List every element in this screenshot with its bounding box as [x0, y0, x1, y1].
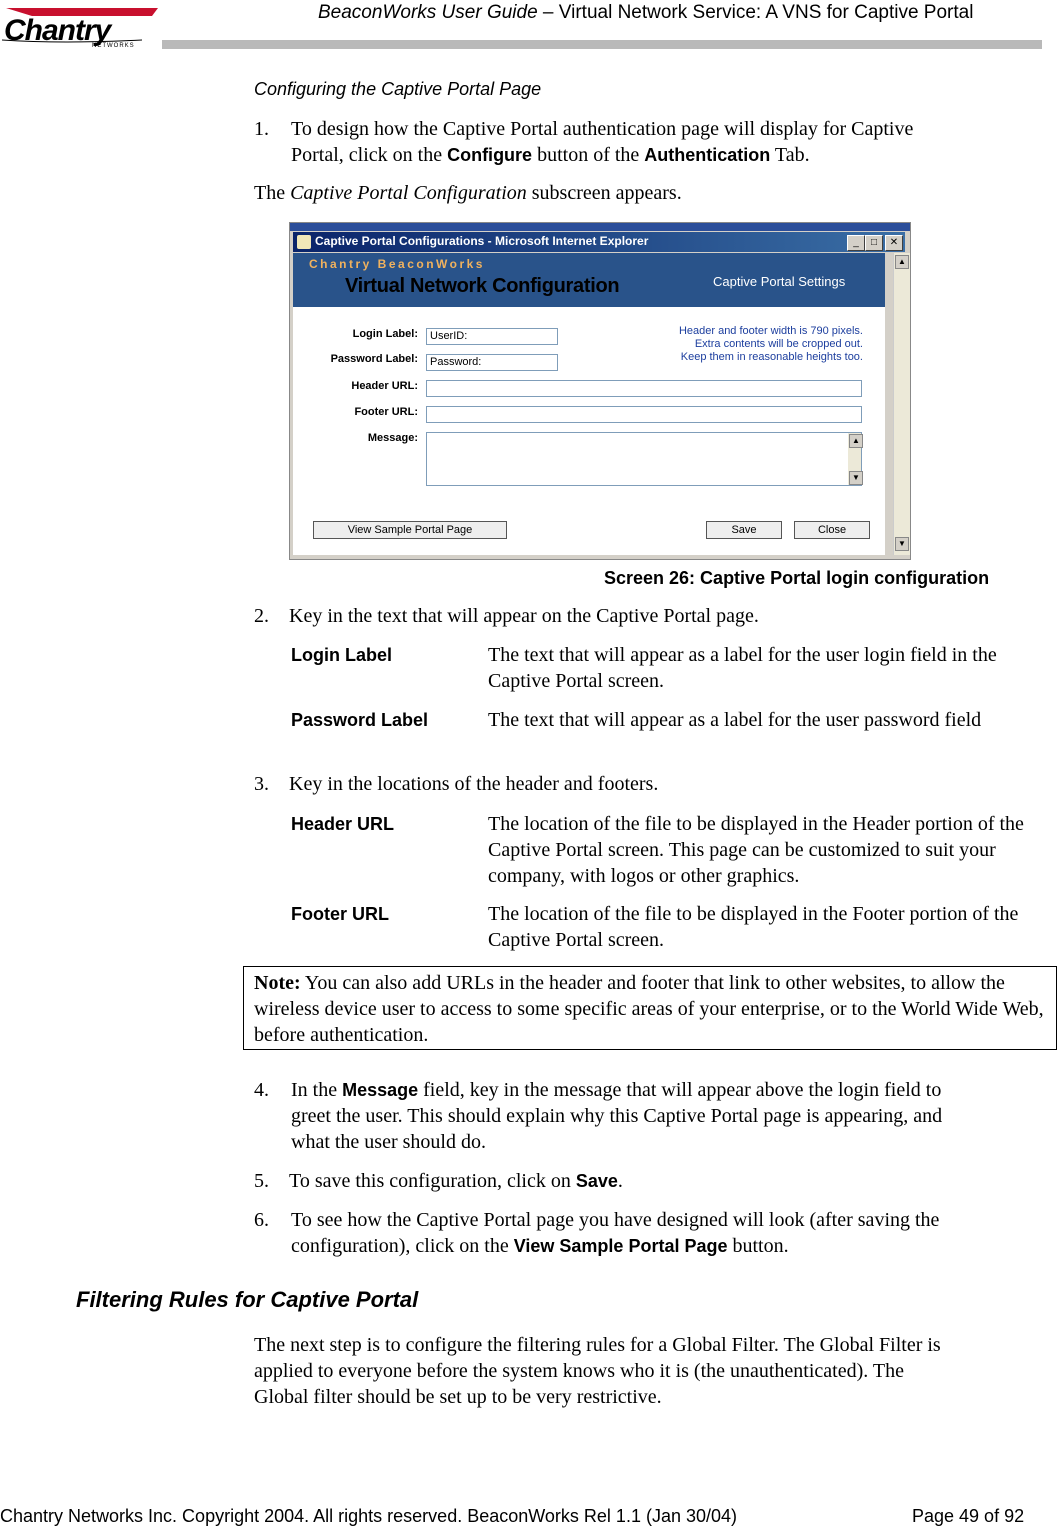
step-1: 1. To design how the Captive Portal authentication page will display for Captive Portal, click on the Configure button of the Authentication Tab.: [254, 118, 914, 166]
password-label-input[interactable]: Password:: [426, 354, 558, 371]
captive-portal-screenshot: [289, 222, 911, 560]
login-label-input[interactable]: UserID:: [426, 328, 558, 345]
term-password-label: Password Label: [291, 710, 429, 730]
close-button[interactable]: Close: [794, 521, 870, 539]
screenshot-caption: Screen 26: Captive Portal login configuration: [604, 568, 990, 588]
window-scrollbar[interactable]: [893, 253, 910, 555]
header-url-input[interactable]: [426, 380, 862, 397]
footer-url-input[interactable]: [426, 406, 862, 423]
step-3: 3. Key in the locations of the header and footers.: [254, 773, 659, 795]
subscreen-appears: The Captive Portal Configuration subscreen appears.: [254, 182, 682, 204]
maximize-icon[interactable]: □: [865, 235, 883, 251]
desc-login-label: The text that will appear as a label for the user login field in the Captive Portal screen.: [488, 644, 997, 692]
final-paragraph: The next step is to configure the filtering rules for a Global Filter. The Global Filter is applied to everyone before the system knows who it is (the unauthenticated). The Global filter should be set up to be very restrictive.: [254, 1334, 941, 1408]
save-button[interactable]: Save: [706, 521, 782, 539]
term-footer-url: Footer URL: [291, 904, 389, 924]
width-note: Header and footer width is 790 pixels. Extra contents will be cropped out. Keep them in reasonable heights too.: [678, 325, 863, 363]
login-label-label: Login Label:: [352, 328, 418, 340]
header-url-label: Header URL:: [351, 380, 418, 392]
ie-background-strip: [290, 223, 910, 231]
settings-link[interactable]: Captive Portal Settings: [713, 274, 846, 289]
chantry-logo: [2, 4, 160, 50]
minimize-icon[interactable]: _: [847, 235, 865, 251]
close-window-icon[interactable]: ✕: [885, 235, 903, 251]
banner-heading: Virtual Network Configuration: [345, 275, 620, 297]
step-4: 4. In the Message field, key in the message that will appear above the login field to greet the user. This should explain why this Captive Portal page is appearing, and what the user should do.: [254, 1079, 943, 1153]
password-label-label: Password Label:: [330, 353, 418, 365]
portal-banner: [293, 253, 885, 307]
logo-text: Chantry: [4, 14, 111, 47]
page-footer-left: Chantry Networks Inc. Copyright 2004. All rights reserved. BeaconWorks Rel 1.1 (Jan 30/04): [0, 1506, 738, 1526]
note-box: Note: You can also add URLs in the header and footer that link to other websites, to allow the wireless device user to access to some specific areas of your enterprise, or to the World Wide Web, before authentication.: [243, 966, 1057, 1050]
subheading: Configuring the Captive Portal Page: [254, 79, 542, 99]
term-header-url: Header URL: [291, 814, 395, 834]
ie-client-area: [293, 253, 885, 555]
step-6: 6. To see how the Captive Portal page you have designed will look (after saving the configuration), click on the View Sample Portal Page button.: [254, 1209, 940, 1257]
header-rule: [162, 40, 1042, 49]
term-login-label: Login Label: [291, 645, 392, 665]
step-2: 2. Key in the text that will appear on the Captive Portal page.: [254, 605, 759, 627]
view-sample-button[interactable]: View Sample Portal Page: [313, 521, 507, 539]
window-scroll-down-icon[interactable]: ▼: [895, 537, 909, 551]
logo-subtext: NETWORKS: [92, 43, 135, 49]
message-label: Message:: [367, 432, 418, 444]
scroll-down-icon[interactable]: ▼: [849, 471, 863, 485]
message-scrollbar[interactable]: [848, 433, 861, 485]
desc-header-url: The location of the file to be displayed in the Header portion of the Captive Portal screen. This page can be customized to suit your company, with logos or other graphics.: [488, 813, 1024, 887]
scroll-up-icon[interactable]: ▲: [849, 434, 863, 448]
window-scroll-up-icon[interactable]: ▲: [895, 255, 909, 269]
page-number: Page 49 of 92: [912, 1506, 1025, 1526]
brand-text: Chantry BeaconWorks: [309, 257, 485, 271]
step-5: 5. To save this configuration, click on Save.: [254, 1170, 623, 1192]
message-textarea[interactable]: [426, 432, 862, 486]
footer-url-label: Footer URL:: [354, 406, 418, 418]
desc-password-label: The text that will appear as a label for the user password field: [488, 709, 982, 731]
ie-icon: [297, 235, 311, 249]
page-header-title: BeaconWorks User Guide – Virtual Network Service: A VNS for Captive Portal: [318, 2, 974, 23]
ie-title-bar: Captive Portal Configurations - Microsoft Internet Explorer _ □ ✕: [293, 232, 905, 252]
desc-footer-url: The location of the file to be displayed in the Footer portion of the Captive Portal screen.: [488, 903, 1019, 951]
section-heading: Filtering Rules for Captive Portal: [76, 1287, 419, 1312]
